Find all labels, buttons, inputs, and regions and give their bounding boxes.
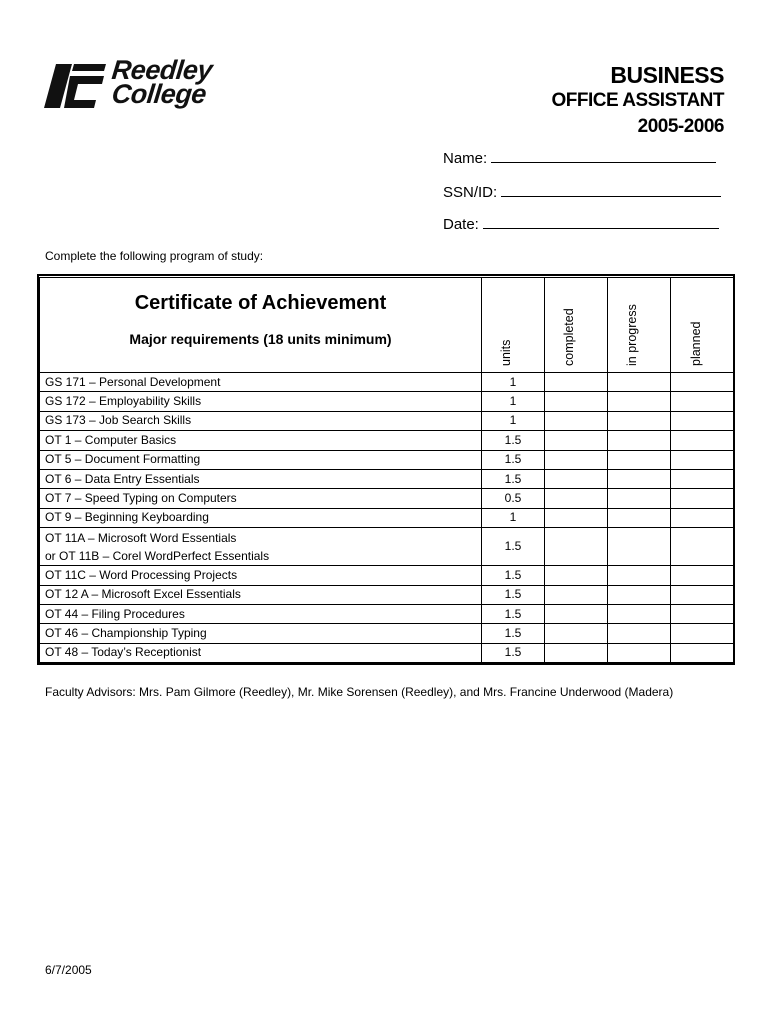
course-name-alternative: or OT 11B – Corel WordPerfect Essentials — [45, 548, 270, 563]
planned-cell[interactable] — [671, 411, 735, 430]
completed-cell[interactable] — [545, 604, 608, 623]
in-progress-cell[interactable] — [608, 411, 671, 430]
course-units: 1 — [482, 373, 545, 392]
name-field-label: Name: — [443, 150, 488, 167]
certificate-title: Certificate of Achievement — [134, 292, 387, 314]
course-name: OT 1 – Computer Basics — [40, 431, 482, 450]
planned-cell[interactable] — [671, 566, 735, 585]
course-units: 1.5 — [482, 624, 545, 643]
completed-label: completed — [562, 308, 576, 366]
course-units: 1.5 — [482, 566, 545, 585]
in-progress-cell[interactable] — [608, 489, 671, 508]
planned-cell[interactable] — [671, 373, 735, 392]
course-name: OT 7 – Speed Typing on Computers — [40, 489, 482, 508]
program-year: 2005-2006 — [637, 116, 724, 137]
planned-label: planned — [688, 321, 703, 366]
course-name: GS 173 – Job Search Skills — [40, 411, 482, 430]
planned-cell[interactable] — [671, 392, 735, 411]
column-header-in-progress — [608, 278, 671, 373]
program-department: BUSINESS — [610, 62, 724, 88]
completed-cell[interactable] — [545, 450, 608, 469]
course-name: OT 11A – Microsoft Word Essentials — [45, 530, 237, 545]
in-progress-cell[interactable] — [608, 373, 671, 392]
planned-cell[interactable] — [671, 604, 735, 623]
completed-cell[interactable] — [545, 431, 608, 450]
planned-cell[interactable] — [671, 469, 735, 488]
in-progress-cell[interactable] — [608, 528, 671, 566]
date-field-label: Date: — [443, 216, 479, 233]
table-row — [40, 624, 735, 643]
planned-cell[interactable] — [671, 450, 735, 469]
ssn-id-field[interactable] — [443, 182, 721, 201]
in-progress-cell[interactable] — [608, 469, 671, 488]
ssn-id-field-label: SSN/ID: — [443, 184, 498, 201]
course-units: 1.5 — [482, 604, 545, 623]
name-field[interactable] — [443, 148, 716, 167]
completed-cell[interactable] — [545, 469, 608, 488]
course-name: OT 48 – Today’s Receptionist — [40, 643, 482, 662]
course-units: 1.5 — [482, 469, 545, 488]
course-name: OT 46 – Championship Typing — [40, 624, 482, 643]
table-row — [40, 431, 735, 450]
completed-cell[interactable] — [545, 411, 608, 430]
completed-cell[interactable] — [545, 373, 608, 392]
table-row — [40, 411, 735, 430]
completed-cell[interactable] — [545, 624, 608, 643]
in-progress-label: in progress — [625, 304, 639, 366]
logo-wordmark — [110, 55, 292, 109]
in-progress-cell[interactable] — [608, 508, 671, 527]
date-field-line[interactable] — [483, 214, 719, 229]
course-name: GS 171 – Personal Development — [40, 373, 482, 392]
course-name: OT 44 – Filing Procedures — [40, 604, 482, 623]
date-field[interactable] — [443, 214, 719, 233]
course-units: 0.5 — [482, 489, 545, 508]
table-header-row — [40, 278, 735, 373]
planned-cell[interactable] — [671, 585, 735, 604]
course-name-alternatives — [40, 528, 482, 566]
in-progress-cell[interactable] — [608, 585, 671, 604]
table-row — [40, 469, 735, 488]
course-name: OT 12 A – Microsoft Excel Essentials — [40, 585, 482, 604]
in-progress-cell[interactable] — [608, 566, 671, 585]
rc-logo-mark — [44, 62, 106, 110]
in-progress-cell[interactable] — [608, 431, 671, 450]
completed-cell[interactable] — [545, 508, 608, 527]
table-row — [40, 450, 735, 469]
reedley-college-logo — [44, 55, 254, 116]
planned-cell[interactable] — [671, 624, 735, 643]
completed-cell[interactable] — [545, 643, 608, 662]
units-label: units — [499, 339, 513, 366]
name-field-line[interactable] — [491, 148, 716, 163]
column-header-completed — [545, 278, 608, 373]
course-name: OT 6 – Data Entry Essentials — [40, 469, 482, 488]
footer-date: 6/7/2005 — [45, 963, 92, 977]
planned-cell[interactable] — [671, 431, 735, 450]
requirements-table — [39, 277, 735, 663]
completed-cell[interactable] — [545, 528, 608, 566]
table-row — [40, 373, 735, 392]
course-name: OT 5 – Document Formatting — [40, 450, 482, 469]
faculty-advisors: Faculty Advisors: Mrs. Pam Gilmore (Reedley), Mr. Mike Sorensen (Reedley), and Mrs. Francine Underwood (Madera) — [45, 685, 674, 699]
course-units: 1.5 — [482, 450, 545, 469]
table-row — [40, 528, 735, 566]
column-header-planned — [671, 278, 735, 373]
course-name: OT 11C – Word Processing Projects — [40, 566, 482, 585]
logo-line-1: Reedley — [110, 55, 214, 85]
course-units: 1 — [482, 508, 545, 527]
in-progress-cell[interactable] — [608, 392, 671, 411]
table-row — [40, 604, 735, 623]
program-instructions: Complete the following program of study: — [45, 249, 264, 263]
planned-cell[interactable] — [671, 489, 735, 508]
table-row — [40, 643, 735, 662]
completed-cell[interactable] — [545, 392, 608, 411]
completed-cell[interactable] — [545, 566, 608, 585]
planned-cell[interactable] — [671, 643, 735, 662]
course-name: OT 9 – Beginning Keyboarding — [40, 508, 482, 527]
table-row — [40, 508, 735, 527]
in-progress-cell[interactable] — [608, 604, 671, 623]
in-progress-cell[interactable] — [608, 643, 671, 662]
certificate-subtitle: Major requirements (18 units minimum) — [129, 331, 392, 347]
ssn-id-field-line[interactable] — [501, 182, 721, 197]
completed-cell[interactable] — [545, 585, 608, 604]
course-name: GS 172 – Employability Skills — [40, 392, 482, 411]
program-title: OFFICE ASSISTANT — [551, 90, 724, 111]
column-header-units — [482, 278, 545, 373]
certificate-header — [40, 278, 482, 373]
in-progress-cell[interactable] — [608, 450, 671, 469]
course-units: 1.5 — [482, 528, 545, 566]
table-row — [40, 585, 735, 604]
in-progress-cell[interactable] — [608, 624, 671, 643]
course-units: 1.5 — [482, 431, 545, 450]
program-title-block — [552, 62, 725, 140]
course-units: 1 — [482, 411, 545, 430]
logo-line-2: College — [110, 79, 208, 109]
table-row — [40, 392, 735, 411]
course-units: 1.5 — [482, 643, 545, 662]
course-units: 1 — [482, 392, 545, 411]
planned-cell[interactable] — [671, 508, 735, 527]
planned-cell[interactable] — [671, 528, 735, 566]
table-row — [40, 489, 735, 508]
completed-cell[interactable] — [545, 489, 608, 508]
table-row — [40, 566, 735, 585]
course-units: 1.5 — [482, 585, 545, 604]
